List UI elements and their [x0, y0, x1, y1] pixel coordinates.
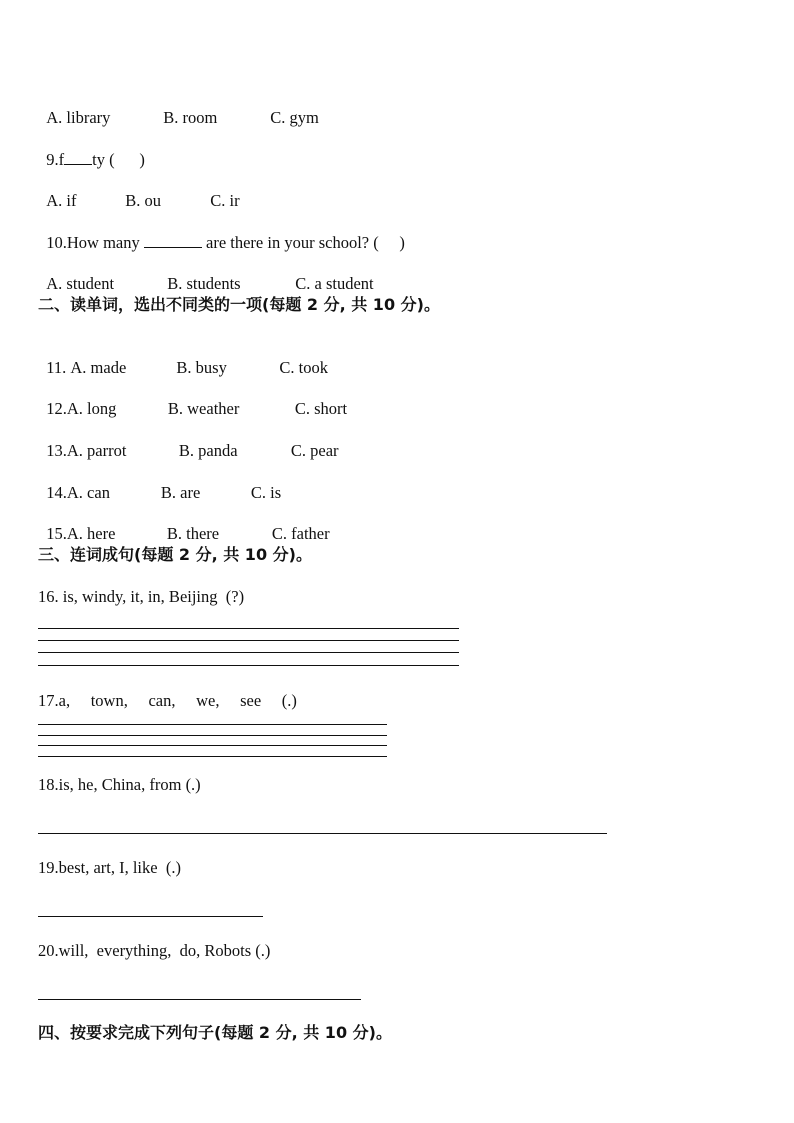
q14-option-a: A. can: [66, 483, 110, 502]
q16-answer-line-3[interactable]: [38, 652, 459, 653]
q8-option-b: B. room: [163, 108, 218, 127]
q14-row: [38, 463, 281, 503]
q10-suffix: are there in your school? ( ): [201, 233, 405, 252]
q17-words: 17.a, town, can, we, see (.): [38, 691, 297, 710]
q13-row: [38, 421, 339, 461]
q13-option-c: C. pear: [290, 441, 339, 460]
q15-number: 15.: [46, 524, 67, 543]
q9-blank: [64, 150, 92, 165]
q11-option-a: A. made: [70, 358, 127, 377]
q10-option-b: B. students: [167, 274, 241, 293]
q9-options: [38, 171, 240, 211]
q17-answer-line-4[interactable]: [38, 756, 387, 757]
q14-option-b: B. are: [160, 483, 201, 502]
q16-words: 16. is, windy, it, in, Beijing (?): [38, 587, 245, 606]
q9-option-c: C. ir: [210, 191, 240, 210]
q10-blank: [144, 233, 202, 248]
q8-options: [38, 88, 319, 128]
q12-option-a: A. long: [66, 399, 117, 418]
q12-row: [38, 379, 347, 419]
q14-option-c: C. is: [250, 483, 282, 502]
q9-prefix: 9.f: [46, 150, 65, 169]
q20-words: 20.will, everything, do, Robots (.): [38, 941, 271, 960]
q15-option-b: B. there: [166, 524, 220, 543]
q15-option-a: A. here: [66, 524, 116, 543]
q12-number: 12.: [46, 399, 67, 418]
q13-number: 13.: [46, 441, 67, 460]
section2-title: 二、读单词，选出不同类的一项(每题 2 分, 共 10 分)。: [38, 295, 440, 314]
q16-answer-line-2[interactable]: [38, 640, 459, 641]
q9-question: [38, 130, 145, 170]
q10-option-a: A. student: [46, 274, 115, 293]
q18-answer-line[interactable]: [38, 833, 607, 834]
q11-number: 11.: [46, 358, 67, 377]
q17-answer-line-3[interactable]: [38, 745, 387, 746]
q10-option-c: C. a student: [295, 274, 374, 293]
q9-option-b: B. ou: [125, 191, 162, 210]
section4-title: 四、按要求完成下列句子(每题 2 分, 共 10 分)。: [38, 1023, 392, 1042]
q11-row: [38, 338, 328, 378]
section3-title: 三、连词成句(每题 2 分, 共 10 分)。: [38, 545, 312, 564]
q8-option-a: A. library: [46, 108, 111, 127]
q15-option-c: C. father: [271, 524, 330, 543]
q15-row: [38, 504, 330, 544]
q16-answer-line-1[interactable]: [38, 628, 459, 629]
q20-answer-line[interactable]: [38, 999, 361, 1000]
q17-answer-line-1[interactable]: [38, 724, 387, 725]
q18-words: 18.is, he, China, from (.): [38, 775, 201, 794]
q17-answer-line-2[interactable]: [38, 735, 387, 736]
q10-options: [38, 254, 374, 294]
q9-option-a: A. if: [46, 191, 77, 210]
q13-option-a: A. parrot: [66, 441, 127, 460]
q16-answer-line-4[interactable]: [38, 665, 459, 666]
q19-words: 19.best, art, I, like (.): [38, 858, 181, 877]
q19-answer-line[interactable]: [38, 916, 263, 917]
q8-option-c: C. gym: [270, 108, 319, 127]
q13-option-b: B. panda: [178, 441, 238, 460]
q11-option-c: C. took: [279, 358, 328, 377]
q12-option-c: C. short: [294, 399, 348, 418]
q12-option-b: B. weather: [167, 399, 240, 418]
q9-suffix: ty ( ): [92, 150, 145, 169]
q11-option-b: B. busy: [176, 358, 227, 377]
q10-question: [38, 213, 405, 253]
q10-prefix: 10.How many: [46, 233, 144, 252]
q14-number: 14.: [46, 483, 67, 502]
